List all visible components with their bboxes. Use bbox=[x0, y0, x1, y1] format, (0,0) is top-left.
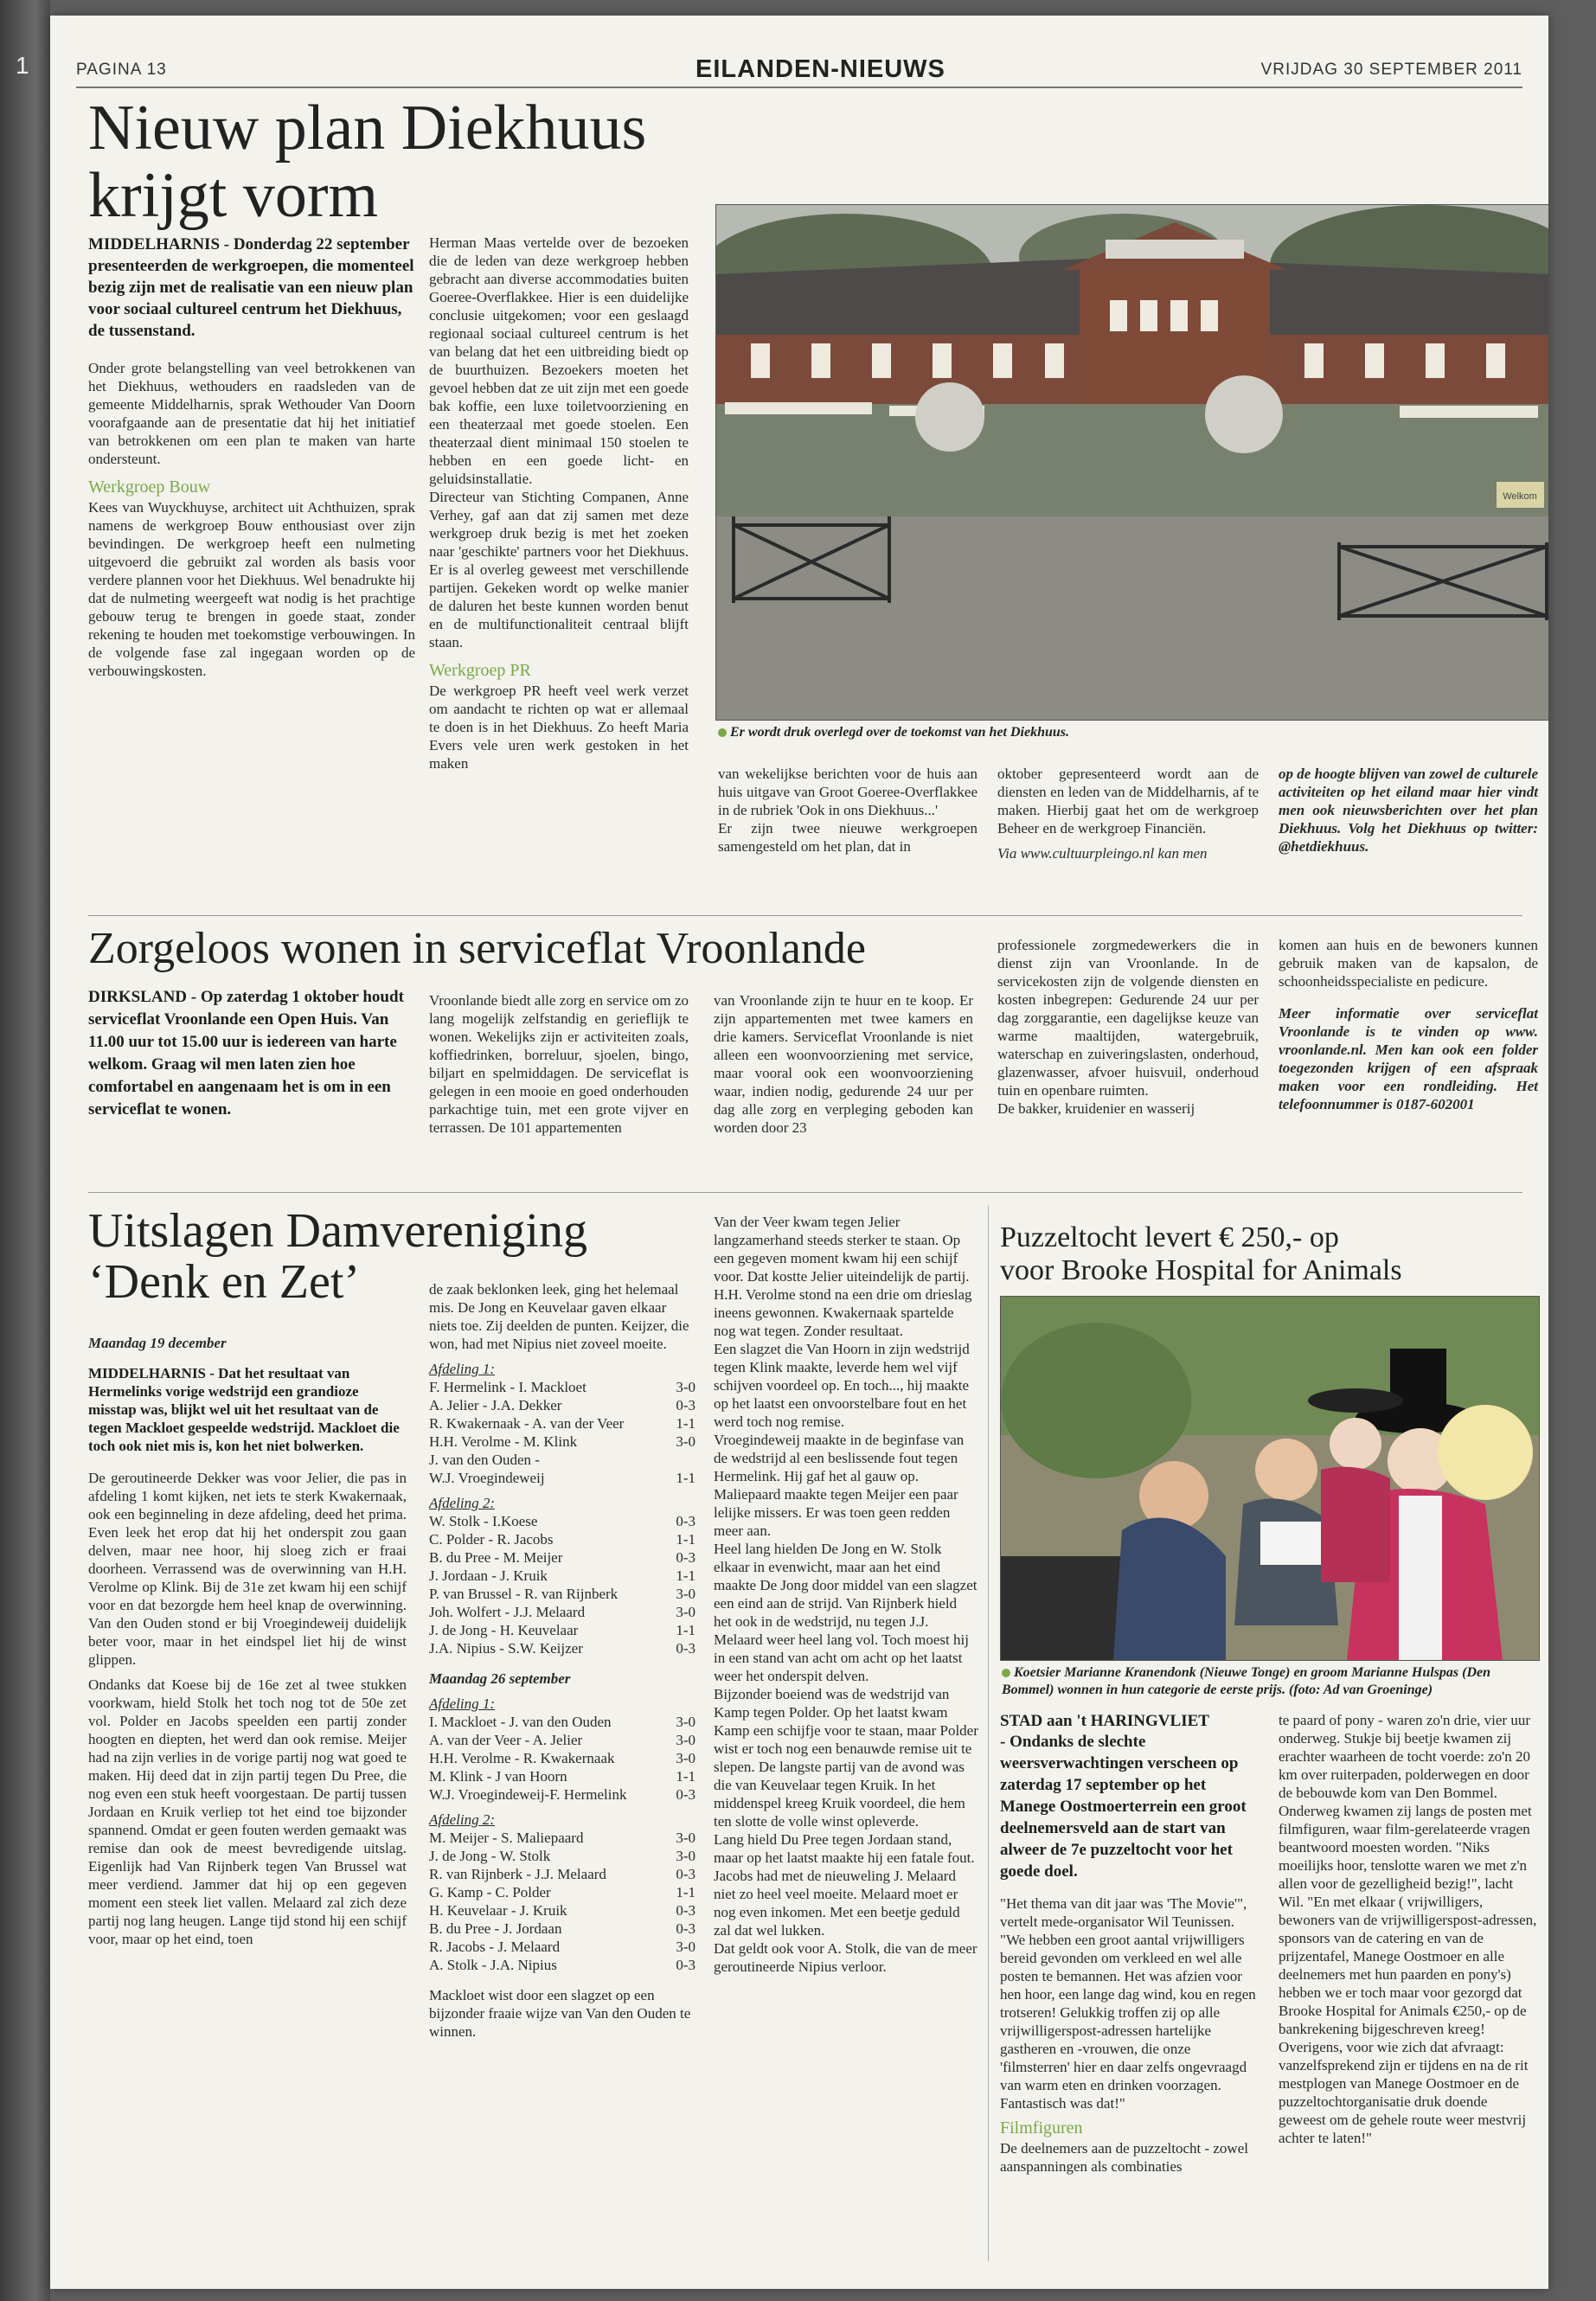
article3-paragraph: Van der Veer kwam tegen Jelier langzamerhand steeds sterker te staan. Op een gegeven moment kwam hij een schijf voor. Dat kostte Jelier uiteindelijk de partij. bbox=[714, 1214, 970, 1285]
match-score: 0-3 bbox=[676, 1513, 695, 1529]
match-players: C. Polder - R. Jacobs bbox=[429, 1531, 554, 1548]
match-players: W.J. Vroegindeweij bbox=[429, 1470, 545, 1486]
article3-paragraph: Heel lang hielden De Jong en W. Stolk elkaar in evenwicht, maar aan het eind maakte De Jong door middel van een slagzet een eind aan de strijd. Van Rijnberk hield het ook in de wedstrijd, nu tegen J.J. Melaard weer heel lang vol. Toch moest hij in een stand van acht om acht op het laatst weer het onderspit delven. bbox=[714, 1541, 977, 1684]
results-row bbox=[429, 1451, 695, 1469]
match-players: B. du Pree - M. Meijer bbox=[429, 1549, 563, 1566]
match-players: I. Mackloet - J. van den Ouden bbox=[429, 1714, 612, 1730]
match-players: J. de Jong - H. Keuvelaar bbox=[429, 1622, 579, 1638]
results-row bbox=[429, 1731, 695, 1749]
article1-paragraph: Kees van Wuyckhuyse, architect uit Achthuizen, sprak namens de werkgroep Bouw enthousiast over zijn bevindingen. De werkgroep heeft een nulmeting uitgevoerd die gebruikt zal worden als basis voor verdere plannen voor het Diekhuus. Wel benadrukte hij dat de nulmeting weergeeft wat nodig is het prachtige gebouw terug te brengen in goede staat, zonder rekening te houden met toekomstige verbouwingen. In de volgende fase zal ingegaan worden op de verbouwingskosten. bbox=[88, 499, 415, 679]
article3-column1 bbox=[88, 1334, 407, 1948]
article4-column1 bbox=[1000, 1711, 1259, 2176]
match-score: 3-0 bbox=[676, 1939, 695, 1955]
match-score: 0-3 bbox=[676, 1549, 695, 1566]
diekhuus-photo-caption bbox=[718, 725, 1497, 740]
match-score: 3-0 bbox=[676, 1714, 695, 1730]
match-score: 3-0 bbox=[676, 1586, 695, 1602]
article1-subheading-bouw: Werkgroep Bouw bbox=[88, 478, 211, 497]
match-score: 3-0 bbox=[676, 1379, 695, 1395]
puzzeltocht-photo bbox=[1000, 1296, 1540, 1661]
article2-paragraph: professionele zorgmedewerkers die in dienst zijn van Vroonlande. In de servicekosten zijn de volgende diensten en kosten inbegrepen: Gedurende 24 uur per dag zorggarantie, een dagelijkse keuze van warme maaltijden, watergebruik, waterschap en zuiveringslasten, onderhoud, glazenwasser, afvoer huisvuil, onderhoud tuin en openbare ruimten. bbox=[997, 937, 1259, 1099]
match-score: 1-1 bbox=[676, 1622, 695, 1638]
match-players: G. Kamp - C. Polder bbox=[429, 1884, 551, 1900]
article1-paragraph: Via www.cultuurpleingo.nl kan men bbox=[997, 845, 1208, 862]
match-score bbox=[656, 1451, 695, 1469]
page-binding-edge bbox=[0, 0, 50, 2301]
article4-paragraph: De deelnemers aan de puzzeltocht - zowel aanspanningen als combinaties bbox=[1000, 2140, 1248, 2175]
article4-paragraph: "Het thema van dit jaar was 'The Movie'", vertelt mede-organisator Wil Teunissen. "We hebben een groot aantal vrijwilligers bereid gevonden om verkleed en wel alle posten te bemannen. Het was afzien voor hen hoor, een lange dag wind, kou en regen trotseren! Gelukkig troffen zij op alle vrijwilligerspost-adressen hartelijke gastheren en -vrouwen, die onze 'filmsterren' hier en daar zelfs ongevraagd van warm eten en drinken voorzagen. Fantastisch was dat!" bbox=[1000, 1895, 1256, 2112]
results-block-26-september bbox=[429, 1695, 695, 1974]
welkom-sign: Welkom bbox=[1503, 491, 1537, 502]
article3-dateline: Maandag 19 december bbox=[88, 1335, 227, 1351]
article2-paragraph: Meer informatie over serviceflat Vroonlande is te vinden op www. vroonlande.nl. Men kan ook een folder toegezonden krijgen of een afspraak maken voor een rondleiding. Het telefoonnummer is 0187-602001 bbox=[1279, 1005, 1538, 1112]
article3-dateline2: Maandag 26 september bbox=[429, 1670, 571, 1687]
article3-paragraph: Maliepaard maakte tegen Meijer een paar lelijke missers. Er was toen geen redden meer aan. bbox=[714, 1486, 958, 1539]
results-row bbox=[429, 1414, 695, 1433]
match-players: Joh. Wolfert - J.J. Melaard bbox=[429, 1604, 586, 1620]
article2-lead: DIRKSLAND - Op zaterdag 1 oktober houdt serviceflat Vroonlande een Open Huis. Van 11.00 uur tot 15.00 uur is iedereen van harte welkom. Graag wil men laten zien hoe comfortabel en aangenaam het is om in een serviceflat te wonen. bbox=[88, 988, 404, 1118]
article3-paragraph: De geroutineerde Dekker was voor Jelier, die pas in afdeling 1 komt kijken, net iets te sterk Kwakernaak, ook een beginneling in deze afdeling, deed het prima. Even leek het erop dat hij het onderspit zou gaan delven, maar nee hoor, hij sloeg zich er fraai doorheen. Verrassend was de overwinning van H.H. Verolme op Klink. Bij de 31e zet kwam hij een schijf voor en dat bezorgde hem heel knap de overwinning. Van den Ouden stond er bij Vroegindeweij duidelijk beter voor, maar in het eindspel liet hij de winst glippen. bbox=[88, 1470, 407, 1668]
newspaper-page bbox=[50, 16, 1548, 2289]
match-score: 1-1 bbox=[676, 1884, 695, 1900]
results-row bbox=[429, 1585, 695, 1603]
results-table bbox=[429, 1512, 695, 1657]
results-row bbox=[429, 1938, 695, 1956]
match-players: M. Meijer - S. Maliepaard bbox=[429, 1830, 584, 1846]
results-row bbox=[429, 1621, 695, 1639]
article4-column2: te paard of pony - waren zo'n drie, vier uur onderweg. Stukje bij beetje kwamen zij erachter waarheen de tocht voerde: zo'n 20 km over ruiterpaden, polderwegen en door de bebouwde kom van Den Bommel. Onderweg kwamen zij langs de posten met filmfiguren, waar film-gerelateerde vragen beantwoord moesten worden. "Niks moeilijks hoor, tenslotte waren we met z'n allen voor de gezelligheid bezig!", lacht Wil. "En met elkaar ( vrijwilligers, bewoners van de vrijwilligerspost-adressen, sponsors van de catering en van de prijzentafel, Manege Oostmoer en alle deelnemers met hun paarden en pony's) hebben we er toch maar voor gezorgd dat Brooke Hospital for Animals €250,- op de bankrekening bijgeschreven kreeg! Overigens, voor wie zich dat afvraagt: vanzelfsprekend zijn er tijdens en na de rit mestplogen van Manege Oostmoer en de puzzeltochtorganisatie druk doende geweest om de gehele route weer mestvrij achter te laten!" bbox=[1279, 1712, 1537, 2146]
match-players: R. van Rijnberk - J.J. Melaard bbox=[429, 1866, 606, 1882]
article3-paragraph: H.H. Verolme stond na een drie om drieslag ineens gewonnen. Kwakernaak spartelde nog wat tegen. Zonder resultaat. bbox=[714, 1286, 972, 1339]
match-players: J. Jordaan - J. Kruik bbox=[429, 1567, 548, 1584]
article4-lead-head: STAD aan 't HARINGVLIET bbox=[1000, 1712, 1209, 1730]
results-row bbox=[429, 1567, 695, 1585]
match-players: R. Kwakernaak - A. van der Veer bbox=[429, 1415, 625, 1432]
match-score: 0-3 bbox=[676, 1920, 695, 1937]
results-group-heading: Afdeling 1: bbox=[429, 1695, 496, 1712]
article1-title bbox=[88, 95, 646, 229]
section-divider bbox=[88, 1192, 1522, 1193]
article3-title-line1: Uitslagen Damvereniging bbox=[88, 1204, 587, 1258]
results-table bbox=[429, 1378, 695, 1487]
article2-column4 bbox=[997, 936, 1259, 1118]
article4-title bbox=[1000, 1221, 1402, 1287]
article1-subheading-pr: Werkgroep PR bbox=[429, 661, 531, 680]
article1-paragraph: De werkgroep PR heeft veel werk verzet om aandacht te richten op wat er allemaal te doen is in het Diekhuus. Zo heeft Maria Evers vele uren werk gestoken in het maken bbox=[429, 683, 689, 772]
article2-paragraph: De bakker, kruidenier en wasserij bbox=[997, 1100, 1195, 1117]
caption-bullet-icon bbox=[718, 728, 727, 737]
results-row bbox=[429, 1512, 695, 1530]
article4-subheading: Filmfiguren bbox=[1000, 2118, 1083, 2138]
match-score: 3-0 bbox=[676, 1433, 695, 1450]
match-players: W. Stolk - I.Koese bbox=[429, 1513, 538, 1529]
article1-lead: MIDDELHARNIS - Donderdag 22 september presenteerden de werkgroepen, die momenteel bezig zijn met de realisatie van een nieuw plan voor sociaal cultureel centrum het Diekhuus, de tussenstand. bbox=[88, 235, 414, 340]
results-row bbox=[429, 1639, 695, 1657]
match-score: 1-1 bbox=[676, 1470, 695, 1486]
diekhuus-photo bbox=[715, 204, 1548, 721]
puzzeltocht-photo-illustration bbox=[1001, 1297, 1539, 1660]
article3-column2 bbox=[429, 1280, 695, 2041]
match-score: 1-1 bbox=[676, 1531, 695, 1548]
results-row bbox=[429, 1767, 695, 1785]
match-players: P. van Brussel - R. van Rijnberk bbox=[429, 1586, 619, 1602]
match-score: 0-3 bbox=[676, 1397, 695, 1413]
caption-text: Koetsier Marianne Kranendonk (Nieuwe Tonge) en groom Marianne Hulspas (Den Bommel) wonnen in hun categorie de eerste prijs. (foto: Ad van Groeninge) bbox=[1002, 1665, 1491, 1697]
article4-title-line1: Puzzeltocht levert € 250,- op bbox=[1000, 1221, 1339, 1253]
article1-paragraph: Herman Maas vertelde over de bezoeken die de leden van deze werkgroep hebben gebracht aan diverse accommodaties buiten Goeree-Overflakkee. Hier is een duidelijke conclusie uitgekomen; voor een geslaagd regionaal sociaal cultureel centrum is het van belang dat het een uitbreiding biedt op de buurthuizen. Bezoekers moeten het gevoel hebben dat ze uit zijn met een goede bak koffie, een luxe toiletvoorziening en een theaterzaal met goede stoelen. Een theaterzaal dient minimaal 150 stoelen te hebben en een goede licht- en geluidsinstallatie. bbox=[429, 234, 689, 487]
masthead: EILANDEN-NIEUWS bbox=[695, 55, 945, 83]
article3-title-line2: ‘Denk en Zet’ bbox=[88, 1254, 361, 1309]
results-block-19-december bbox=[429, 1360, 695, 1657]
article1-paragraph: van wekelijkse berichten voor de huis aan huis uitgave van Groot Goeree-Overflakkee in de rubriek 'Ook in ons Diekhuus...' bbox=[718, 766, 977, 818]
match-players: B. du Pree - J. Jordaan bbox=[429, 1920, 562, 1937]
article3-paragraph: Een slagzet die Van Hoorn in zijn wedstrijd tegen Klink maakte, leverde hem wel vijf schijven voordeel op. En toch..., hij maakte op het laatst een onvoorstelbare fout en het werd toch nog remise. bbox=[714, 1341, 970, 1430]
results-group-heading: Afdeling 2: bbox=[429, 1811, 496, 1828]
article1-paragraph: Onder grote belangstelling van veel betrokkenen van het Diekhuus, wethouders en raadsleden van de gemeente Middelharnis, sprak Wethouder Van Doorn voorafgaande aan de presentatie dat hij het initiatief van betrokkenen om een plan te maken van harte ondersteunt. bbox=[88, 360, 415, 467]
caption-text: Er wordt druk overlegd over de toekomst van het Diekhuus. bbox=[730, 725, 1070, 740]
article3-paragraph: Ondanks dat Koese bij de 16e zet al twee stukken voorkwam, hield Stolk het toch nog tot de 50e zet vol. Polder en Jacobs speelden een partij zonder hoogten en diepten, het werd dan ook remise. Meijer had na zijn verlies in de vorige partij nog wat goed te maken. Hij deed dat in zijn partij tegen Du Pree, die nog even een stuk heeft voorgestaan. De partij tussen Jordaan en Kruik verliep tot het eind toe bijzonder spannend. Omdat er geen fouten werden gemaakt was remise dan ook de meest bevredigende uitslag. Eigenlijk had Van Rijnberk tegen Van Brussel wat meer verdiend. Jammer dat hij op een gegeven moment een steek liet vallen. Melaard zal zich deze partij nog lang heugen. Lange tijd stond hij een schijf voor, maar op het eind, toen bbox=[88, 1676, 407, 1947]
article3-paragraph: Lang hield Du Pree tegen Jordaan stand, maar op het laatst maakte hij een fatale fout. bbox=[714, 1831, 975, 1866]
results-row bbox=[429, 1956, 695, 1974]
results-group-heading: Afdeling 2: bbox=[429, 1495, 496, 1511]
article2-title: Zorgeloos wonen in serviceflat Vroonlande bbox=[88, 924, 866, 973]
results-row bbox=[429, 1378, 695, 1396]
article3-column3 bbox=[714, 1213, 978, 1976]
match-players: R. Jacobs - J. Melaard bbox=[429, 1939, 561, 1955]
match-score: 3-0 bbox=[676, 1848, 695, 1864]
match-players: H. Keuvelaar - J. Kruik bbox=[429, 1902, 567, 1919]
puzzeltocht-photo-caption bbox=[1002, 1664, 1538, 1699]
results-group-heading: Afdeling 1: bbox=[429, 1361, 496, 1377]
results-row bbox=[429, 1469, 695, 1487]
article3-paragraph: de zaak beklonken leek, ging het helemaal mis. De Jong en Keuvelaar gaven elkaar niets toe. Zij deelden de punten. Keijzer, die won, had met Nipius niet zoveel moeite. bbox=[429, 1281, 689, 1352]
header-rule bbox=[76, 87, 1522, 88]
results-row bbox=[429, 1433, 695, 1451]
article2-column3: van Vroonlande zijn te huur en te koop. Er zijn appartementen met twee kamers en drie kamers. Serviceflat Vroonlande is niet alleen een woonvoorziening met service, maar vooral ook een woonvoorziening waar, indien nodig, gedurende 24 uur per dag alle zorg en verpleging geboden kan worden door 23 bbox=[714, 992, 973, 1136]
results-row bbox=[429, 1865, 695, 1883]
results-table bbox=[429, 1713, 695, 1804]
article1-paragraph: Er zijn twee nieuwe werkgroepen samengesteld om het plan, dat in bbox=[718, 820, 977, 855]
results-row bbox=[429, 1530, 695, 1548]
match-score: 3-0 bbox=[676, 1750, 695, 1766]
article1-column3 bbox=[718, 765, 977, 856]
article4-title-line2: voor Brooke Hospital for Animals bbox=[1000, 1254, 1402, 1286]
article1-column1 bbox=[88, 234, 415, 680]
match-players: F. Hermelink - I. Mackloet bbox=[429, 1379, 586, 1395]
match-players: J.A. Nipius - S.W. Keijzer bbox=[429, 1640, 583, 1657]
article3-paragraph: Mackloet wist door een slagzet op een bijzonder fraaie wijze van Van den Ouden te winnen. bbox=[429, 1987, 691, 2040]
results-row bbox=[429, 1603, 695, 1621]
article3-paragraph: Dat geldt ook voor A. Stolk, die van de meer geroutineerde Nipius verloor. bbox=[714, 1940, 977, 1975]
match-score: 0-3 bbox=[676, 1866, 695, 1882]
match-players: H.H. Verolme - R. Kwakernaak bbox=[429, 1750, 615, 1766]
results-table bbox=[429, 1829, 695, 1974]
match-players: A. Jelier - J.A. Dekker bbox=[429, 1397, 562, 1413]
results-row bbox=[429, 1883, 695, 1901]
article3-paragraph: Jacobs had met de nieuweling J. Melaard niet zo heel veel moeite. Melaard moet er nog even inkomen. Met een beetje geduld zal dat wel lukken. bbox=[714, 1868, 960, 1939]
results-row bbox=[429, 1548, 695, 1567]
match-players: M. Klink - J van Hoorn bbox=[429, 1768, 567, 1785]
column-divider bbox=[988, 1206, 989, 2261]
article1-paragraph: oktober gepresenteerd wordt aan de diensten en leden van de Middelharnis, af te maken. Hierbij gaat het om de werkgroep Beheer en de werkgroep Financiën. bbox=[997, 766, 1259, 836]
article1-column5: op de hoogte blijven van zowel de culturele activiteiten op het eiland maar hier vindt men ook nieuwsberichten over het plan Diekhuus. Volg het Diekhuus op twitter: @hetdiekhuus. bbox=[1279, 766, 1538, 855]
article2-column2: Vroonlande biedt alle zorg en service om zo lang mogelijk zelfstandig en gerieflijk te wonen. Wekelijks zijn er activiteiten zoals, koffiedrinken, borreluur, sjoelen, bingo, biljart en spelmiddagen. De serviceflat is gelegen in een mooie en goed onderhouden parkachtige tuin, met een grote vijver en terrassen. De 101 appartementen bbox=[429, 992, 689, 1136]
match-players: J. van den Ouden - bbox=[429, 1452, 540, 1468]
article1-column4 bbox=[997, 765, 1259, 862]
article1-paragraph: Directeur van Stichting Companen, Anne Verhey, gaf aan dat zij samen met deze werkgroep druk bezig is met het zoeken naar 'geschikte' partners voor het Diekhuus. Er is al overleg geweest met verschillende partijen. Gekeken wordt op welke manier de daluren het beste kunnen worden benut en de multifunctionaliteit centraal blijft staan. bbox=[429, 489, 689, 651]
match-score: 1-1 bbox=[676, 1567, 695, 1584]
article1-title-line1: Nieuw plan Diekhuus bbox=[88, 93, 647, 163]
match-players: H.H. Verolme - M. Klink bbox=[429, 1433, 578, 1450]
match-score: 0-3 bbox=[676, 1902, 695, 1919]
margin-mark: 1 bbox=[16, 52, 29, 79]
results-row bbox=[429, 1847, 695, 1865]
issue-date: VRIJDAG 30 SEPTEMBER 2011 bbox=[1260, 61, 1522, 79]
match-players: A. van der Veer - A. Jelier bbox=[429, 1732, 583, 1748]
article4-lead: - Ondanks de slechte weersverwachtingen verscheen op zaterdag 17 september op het Manege Oostmoerterrein een groot deelnemersveld aan de start van alweer de 7e puzzeltocht voor het goede doel. bbox=[1000, 1733, 1247, 1881]
page-number: PAGINA 13 bbox=[76, 61, 167, 79]
results-row bbox=[429, 1901, 695, 1920]
results-row bbox=[429, 1749, 695, 1767]
match-score: 3-0 bbox=[676, 1830, 695, 1846]
match-score: 3-0 bbox=[676, 1604, 695, 1620]
match-players: J. de Jong - W. Stolk bbox=[429, 1848, 551, 1864]
match-score: 1-1 bbox=[676, 1415, 695, 1432]
article2-paragraph: komen aan huis en de bewoners kunnen gebruik maken van de kapsalon, de schoonheidsspecialiste en pedicure. bbox=[1279, 937, 1538, 990]
results-row bbox=[429, 1713, 695, 1731]
match-score: 1-1 bbox=[676, 1768, 695, 1785]
article3-lead: MIDDELHARNIS - Dat het resultaat van Hermelinks vorige wedstrijd een grandioze misstap was, blijkt wel uit het resultaat van de tegen Mackloet gespeelde wedstrijd. Mackloet die toch ook niet mis is, kon het niet bolwerken. bbox=[88, 1365, 400, 1454]
match-players: A. Stolk - J.A. Nipius bbox=[429, 1957, 557, 1973]
article1-title-line2: krijgt vorm bbox=[88, 159, 379, 231]
section-divider bbox=[88, 915, 1522, 916]
article1-column2 bbox=[429, 234, 689, 772]
caption-bullet-icon bbox=[1002, 1669, 1010, 1677]
match-score: 3-0 bbox=[676, 1732, 695, 1748]
results-row bbox=[429, 1396, 695, 1414]
results-row bbox=[429, 1785, 695, 1804]
match-score: 0-3 bbox=[676, 1957, 695, 1973]
article2-column5 bbox=[1279, 936, 1538, 1113]
match-score: 0-3 bbox=[676, 1640, 695, 1657]
match-score: 0-3 bbox=[676, 1786, 695, 1803]
results-row bbox=[429, 1920, 695, 1938]
diekhuus-photo-illustration bbox=[716, 205, 1548, 720]
article3-paragraph: Vroegindeweij maakte in de beginfase van de wedstrijd al een beslissende fout tegen Hermelink. Hij gaf het al gauw op. bbox=[714, 1432, 965, 1484]
article3-paragraph: Bijzonder boeiend was de wedstrijd van Kamp tegen Polder. Op het laatst kwam Kamp een schijfje voor te staan, maar Polder wist er toch nog een benauwde remise uit te slepen. De langste partij van de avond was die van Keuvelaar tegen Kruik. In het middenspel kreeg Kruik voordeel, die hem ten slotte de volle winst opleverde. bbox=[714, 1686, 978, 1830]
match-players: W.J. Vroegindeweij-F. Hermelink bbox=[429, 1786, 627, 1803]
results-row bbox=[429, 1829, 695, 1847]
